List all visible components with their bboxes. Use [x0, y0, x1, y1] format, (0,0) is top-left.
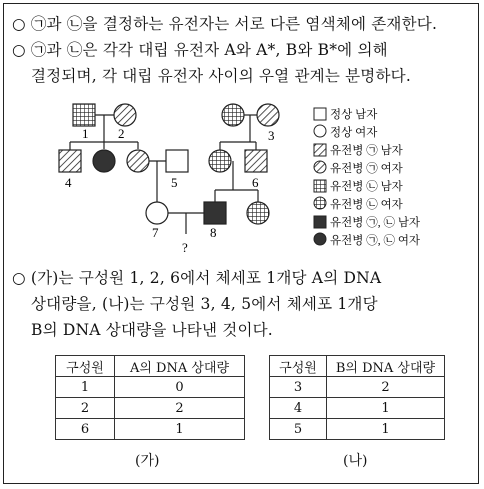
condition-line-1: ○ ㉠과 ㉡을 결정하는 유전자는 서로 다른 염색체에 존재한다. [12, 15, 438, 33]
condition-line-4: ○ (가)는 구성원 1, 2, 6에서 체세포 1개당 A의 DNA [12, 269, 382, 287]
legend-text-5: 유전병 ㉡ 여자 [330, 199, 403, 211]
table-a-header-member: 구성원 [56, 356, 115, 377]
member-grid-female-right [222, 104, 244, 126]
table-a-cell: 0 [115, 377, 245, 398]
label-3: 3 [268, 128, 275, 143]
table-b-header-value: B의 DNA 상대량 [327, 356, 445, 377]
member-black-female [93, 150, 115, 172]
table-b-header-member: 구성원 [270, 356, 327, 377]
table-a-cell: 2 [56, 398, 115, 419]
legend-text-3: 유전병 ㉠ 여자 [330, 163, 403, 175]
condition-line-6: B의 DNA 상대량을 나타낸 것이다. [31, 321, 273, 339]
member-8-black-male [204, 202, 226, 224]
legend-diag-male-icon [314, 144, 326, 156]
legend-black-male-icon [314, 216, 326, 228]
condition-line-5: 상대량을, (나)는 구성원 3, 4, 5에서 체세포 1개당 [31, 295, 378, 313]
member-7-normal-female [146, 202, 168, 224]
legend-text-0: 정상 남자 [330, 109, 378, 121]
member-3-diag-female [257, 104, 279, 126]
member-5-normal-male [166, 150, 188, 172]
table-b-cell: 2 [327, 377, 445, 398]
legend-text-1: 정상 여자 [330, 127, 378, 139]
legend-text-7: 유전병 ㉠, ㉡ 여자 [330, 235, 421, 247]
table-a-cell: 1 [115, 419, 245, 440]
member-4-diag-male [59, 150, 81, 172]
label-8: 8 [210, 225, 217, 240]
table-b-caption: (나) [343, 453, 368, 469]
table-b [269, 355, 445, 440]
legend-text-6: 유전병 ㉠, ㉡ 남자 [330, 217, 421, 229]
condition-line-3: 결정되며, 각 대립 유전자 사이의 우열 관계는 분명하다. [31, 67, 411, 85]
legend-grid-male-icon [314, 180, 326, 192]
member-6-diag-male [245, 150, 267, 172]
member-grid-female-gen2 [209, 150, 231, 172]
legend-normal-female-icon [314, 125, 326, 137]
label-4: 4 [65, 175, 72, 190]
table-b-cell: 4 [270, 398, 327, 419]
table-b-cell: 5 [270, 419, 327, 440]
label-5: 5 [171, 175, 178, 190]
table-b-cell: 3 [270, 377, 327, 398]
table-a-cell: 2 [115, 398, 245, 419]
legend-text-4: 유전병 ㉡ 남자 [330, 181, 403, 193]
legend [314, 107, 421, 247]
label-7: 7 [152, 225, 159, 240]
legend-normal-male-icon [314, 108, 326, 120]
table-a-caption: (가) [135, 453, 160, 469]
label-2: 2 [118, 126, 125, 141]
pedigree-diagram [0, 92, 484, 262]
member-diag-female-mother [127, 150, 149, 172]
legend-black-female-icon [314, 233, 326, 245]
member-grid-female-gen3 [247, 202, 269, 224]
member-1-grid-male [73, 104, 95, 126]
legend-grid-female-icon [314, 197, 326, 209]
label-6: 6 [252, 175, 259, 190]
table-a-header-value: A의 DNA 상대량 [115, 356, 245, 377]
label-1: 1 [82, 126, 89, 141]
table-b-cell: 1 [327, 419, 445, 440]
table-a [55, 355, 245, 440]
condition-line-2: ○ ㉠과 ㉡은 각각 대립 유전자 A와 A*, B와 B*에 의해 [12, 41, 388, 59]
table-a-cell: 1 [56, 377, 115, 398]
legend-diag-female-icon [314, 161, 326, 173]
member-2-diag-female [114, 104, 136, 126]
table-b-cell: 1 [327, 398, 445, 419]
table-a-cell: 6 [56, 419, 115, 440]
label-unknown: ? [182, 240, 188, 255]
legend-text-2: 유전병 ㉠ 남자 [330, 145, 403, 157]
